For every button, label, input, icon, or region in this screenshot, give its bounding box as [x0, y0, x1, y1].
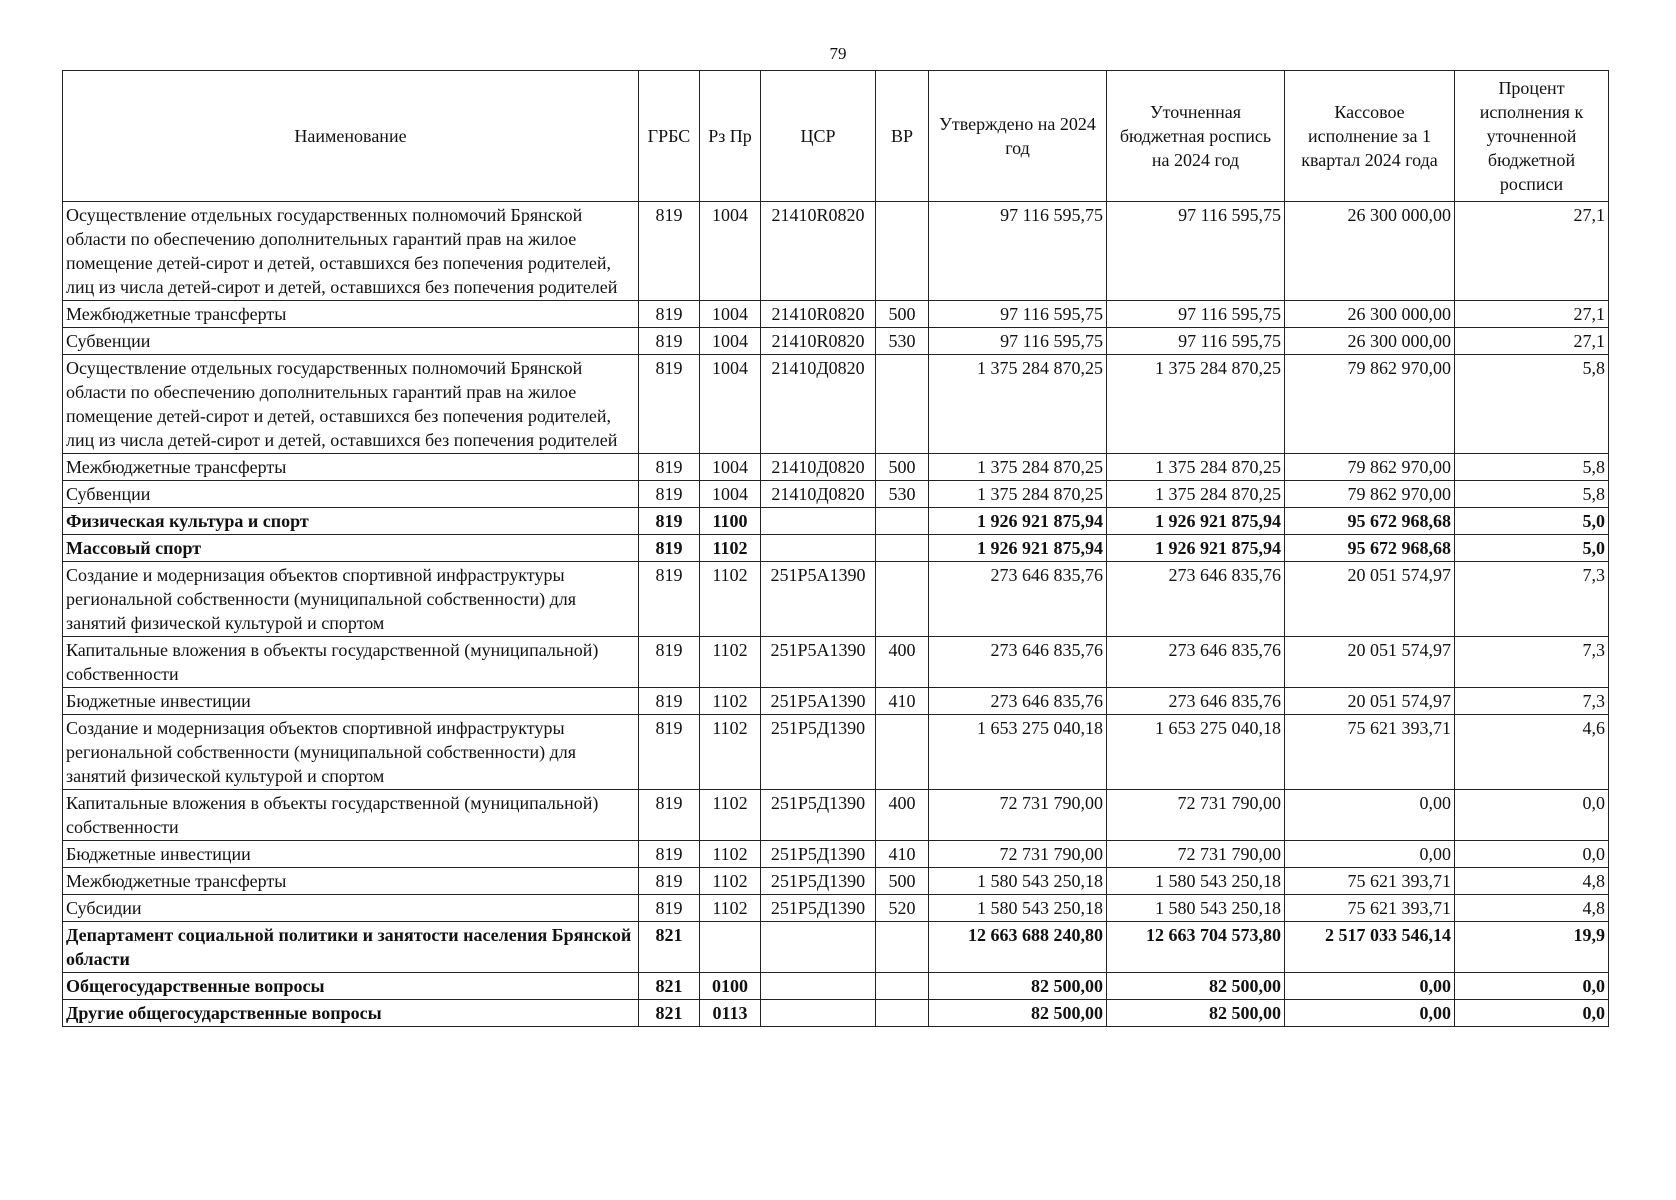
cell-rzpr: 1102	[700, 715, 761, 790]
cell-refined: 273 646 835,76	[1107, 688, 1285, 715]
cell-name: Департамент социальной политики и занятости населения Брянской области	[63, 922, 639, 973]
cell-vr: 520	[876, 895, 929, 922]
cell-csr: 21410Д0820	[761, 454, 876, 481]
cell-cash: 75 621 393,71	[1285, 715, 1455, 790]
header-rzpr: Рз Пр	[700, 71, 761, 202]
header-grbs: ГРБС	[639, 71, 700, 202]
cell-percent: 4,6	[1455, 715, 1609, 790]
table-row	[63, 355, 1609, 454]
cell-refined: 1 580 543 250,18	[1107, 895, 1285, 922]
cell-rzpr: 1100	[700, 508, 761, 535]
cell-csr	[761, 508, 876, 535]
cell-name: Общегосударственные вопросы	[63, 973, 639, 1000]
cell-csr: 21410R0820	[761, 328, 876, 355]
cell-rzpr: 1102	[700, 841, 761, 868]
cell-cash: 75 621 393,71	[1285, 895, 1455, 922]
cell-approved: 1 926 921 875,94	[929, 508, 1107, 535]
cell-cash: 20 051 574,97	[1285, 637, 1455, 688]
cell-cash: 0,00	[1285, 973, 1455, 1000]
cell-percent: 19,9	[1455, 922, 1609, 973]
header-vr: ВР	[876, 71, 929, 202]
header-csr: ЦСР	[761, 71, 876, 202]
cell-cash: 26 300 000,00	[1285, 301, 1455, 328]
cell-name: Межбюджетные трансферты	[63, 868, 639, 895]
cell-csr: 251P5Д1390	[761, 868, 876, 895]
cell-csr: 21410Д0820	[761, 481, 876, 508]
cell-grbs: 819	[639, 355, 700, 454]
cell-percent: 7,3	[1455, 637, 1609, 688]
cell-grbs: 821	[639, 973, 700, 1000]
cell-approved: 1 580 543 250,18	[929, 868, 1107, 895]
cell-cash: 0,00	[1285, 841, 1455, 868]
cell-refined: 1 375 284 870,25	[1107, 355, 1285, 454]
cell-refined: 12 663 704 573,80	[1107, 922, 1285, 973]
cell-vr	[876, 715, 929, 790]
cell-rzpr: 1102	[700, 562, 761, 637]
cell-refined: 1 580 543 250,18	[1107, 868, 1285, 895]
cell-percent: 7,3	[1455, 562, 1609, 637]
cell-cash: 95 672 968,68	[1285, 535, 1455, 562]
cell-percent: 27,1	[1455, 202, 1609, 301]
cell-vr: 400	[876, 637, 929, 688]
table-row	[63, 1000, 1609, 1027]
table-row	[63, 562, 1609, 637]
header-percent: Процент исполнения к уточненной бюджетной росписи	[1455, 71, 1609, 202]
cell-csr	[761, 922, 876, 973]
cell-csr: 251P5Д1390	[761, 841, 876, 868]
table-row	[63, 895, 1609, 922]
cell-grbs: 819	[639, 790, 700, 841]
cell-grbs: 819	[639, 508, 700, 535]
cell-refined: 72 731 790,00	[1107, 790, 1285, 841]
cell-approved: 273 646 835,76	[929, 562, 1107, 637]
cell-refined: 72 731 790,00	[1107, 841, 1285, 868]
cell-approved: 72 731 790,00	[929, 790, 1107, 841]
cell-csr	[761, 535, 876, 562]
cell-rzpr: 1102	[700, 535, 761, 562]
cell-refined: 97 116 595,75	[1107, 328, 1285, 355]
cell-percent: 0,0	[1455, 841, 1609, 868]
table-row	[63, 508, 1609, 535]
cell-approved: 12 663 688 240,80	[929, 922, 1107, 973]
table-row	[63, 202, 1609, 301]
cell-refined: 82 500,00	[1107, 973, 1285, 1000]
cell-vr	[876, 562, 929, 637]
cell-vr	[876, 535, 929, 562]
cell-csr: 21410R0820	[761, 301, 876, 328]
cell-percent: 7,3	[1455, 688, 1609, 715]
cell-refined: 82 500,00	[1107, 1000, 1285, 1027]
cell-cash: 26 300 000,00	[1285, 202, 1455, 301]
header-refined: Уточненная бюджетная роспись на 2024 год	[1107, 71, 1285, 202]
cell-name: Межбюджетные трансферты	[63, 454, 639, 481]
cell-refined: 97 116 595,75	[1107, 202, 1285, 301]
cell-name: Физическая культура и спорт	[63, 508, 639, 535]
cell-percent: 5,8	[1455, 355, 1609, 454]
cell-grbs: 819	[639, 715, 700, 790]
cell-cash: 79 862 970,00	[1285, 355, 1455, 454]
cell-rzpr: 1004	[700, 481, 761, 508]
cell-rzpr: 1102	[700, 637, 761, 688]
cell-csr: 251P5A1390	[761, 562, 876, 637]
cell-csr	[761, 973, 876, 1000]
cell-csr	[761, 1000, 876, 1027]
cell-refined: 1 375 284 870,25	[1107, 481, 1285, 508]
cell-vr: 410	[876, 841, 929, 868]
cell-percent: 27,1	[1455, 301, 1609, 328]
cell-approved: 273 646 835,76	[929, 688, 1107, 715]
table-row	[63, 973, 1609, 1000]
cell-name: Капитальные вложения в объекты государственной (муниципальной) собственности	[63, 637, 639, 688]
cell-rzpr: 1102	[700, 868, 761, 895]
cell-refined: 273 646 835,76	[1107, 637, 1285, 688]
cell-rzpr	[700, 922, 761, 973]
cell-grbs: 819	[639, 637, 700, 688]
cell-cash: 0,00	[1285, 790, 1455, 841]
cell-refined: 1 375 284 870,25	[1107, 454, 1285, 481]
cell-approved: 1 375 284 870,25	[929, 481, 1107, 508]
cell-percent: 27,1	[1455, 328, 1609, 355]
cell-refined: 97 116 595,75	[1107, 301, 1285, 328]
cell-percent: 4,8	[1455, 895, 1609, 922]
cell-approved: 97 116 595,75	[929, 301, 1107, 328]
cell-approved: 1 653 275 040,18	[929, 715, 1107, 790]
table-body	[63, 202, 1609, 1027]
table-row	[63, 841, 1609, 868]
cell-vr	[876, 508, 929, 535]
cell-approved: 82 500,00	[929, 973, 1107, 1000]
cell-approved: 1 375 284 870,25	[929, 454, 1107, 481]
cell-name: Межбюджетные трансферты	[63, 301, 639, 328]
header-row	[63, 71, 1609, 202]
table-row	[63, 454, 1609, 481]
cell-vr: 500	[876, 454, 929, 481]
cell-name: Субсидии	[63, 895, 639, 922]
cell-grbs: 819	[639, 481, 700, 508]
cell-csr: 251P5Д1390	[761, 790, 876, 841]
cell-vr: 410	[876, 688, 929, 715]
cell-percent: 4,8	[1455, 868, 1609, 895]
cell-rzpr: 1004	[700, 202, 761, 301]
cell-refined: 1 653 275 040,18	[1107, 715, 1285, 790]
cell-name: Создание и модернизация объектов спортивной инфраструктуры региональной собственности (муниципальной собственности) для занятий физической культурой и спортом	[63, 715, 639, 790]
cell-approved: 1 375 284 870,25	[929, 355, 1107, 454]
cell-vr	[876, 355, 929, 454]
cell-name: Создание и модернизация объектов спортивной инфраструктуры региональной собственности (муниципальной собственности) для занятий физической культурой и спортом	[63, 562, 639, 637]
cell-grbs: 821	[639, 1000, 700, 1027]
header-name: Наименование	[63, 71, 639, 202]
cell-vr	[876, 1000, 929, 1027]
cell-grbs: 819	[639, 688, 700, 715]
cell-name: Массовый спорт	[63, 535, 639, 562]
cell-csr: 21410Д0820	[761, 355, 876, 454]
cell-grbs: 821	[639, 922, 700, 973]
cell-name: Капитальные вложения в объекты государственной (муниципальной) собственности	[63, 790, 639, 841]
cell-grbs: 819	[639, 535, 700, 562]
cell-refined: 1 926 921 875,94	[1107, 535, 1285, 562]
cell-vr: 530	[876, 481, 929, 508]
cell-percent: 5,8	[1455, 481, 1609, 508]
table-row	[63, 715, 1609, 790]
cell-approved: 82 500,00	[929, 1000, 1107, 1027]
cell-approved: 72 731 790,00	[929, 841, 1107, 868]
cell-grbs: 819	[639, 328, 700, 355]
cell-vr: 400	[876, 790, 929, 841]
cell-cash: 2 517 033 546,14	[1285, 922, 1455, 973]
cell-approved: 97 116 595,75	[929, 202, 1107, 301]
cell-cash: 75 621 393,71	[1285, 868, 1455, 895]
cell-cash: 20 051 574,97	[1285, 562, 1455, 637]
cell-rzpr: 1004	[700, 301, 761, 328]
cell-vr: 500	[876, 868, 929, 895]
table-row	[63, 301, 1609, 328]
cell-cash: 26 300 000,00	[1285, 328, 1455, 355]
cell-refined: 273 646 835,76	[1107, 562, 1285, 637]
table-row	[63, 922, 1609, 973]
cell-percent: 0,0	[1455, 790, 1609, 841]
cell-grbs: 819	[639, 868, 700, 895]
table-row	[63, 535, 1609, 562]
cell-rzpr: 0100	[700, 973, 761, 1000]
cell-name: Осуществление отдельных государственных полномочий Брянской области по обеспечению дополнительных гарантий прав на жилое помещение детей-сирот и детей, оставшихся без попечения родителей, лиц из числа детей-сирот и детей, оставшихся без попечения родителей	[63, 202, 639, 301]
cell-cash: 20 051 574,97	[1285, 688, 1455, 715]
cell-rzpr: 1102	[700, 790, 761, 841]
cell-percent: 0,0	[1455, 973, 1609, 1000]
header-approved: Утверждено на 2024 год	[929, 71, 1107, 202]
table-row	[63, 688, 1609, 715]
cell-csr: 21410R0820	[761, 202, 876, 301]
cell-grbs: 819	[639, 202, 700, 301]
cell-grbs: 819	[639, 562, 700, 637]
cell-grbs: 819	[639, 895, 700, 922]
cell-name: Субвенции	[63, 328, 639, 355]
cell-grbs: 819	[639, 841, 700, 868]
cell-approved: 97 116 595,75	[929, 328, 1107, 355]
cell-vr: 530	[876, 328, 929, 355]
table-row	[63, 328, 1609, 355]
cell-approved: 1 580 543 250,18	[929, 895, 1107, 922]
page-number: 79	[829, 44, 847, 63]
cell-rzpr: 1004	[700, 454, 761, 481]
cell-vr	[876, 922, 929, 973]
budget-table	[62, 70, 1609, 1027]
table-row	[63, 481, 1609, 508]
cell-csr: 251P5A1390	[761, 637, 876, 688]
cell-refined: 1 926 921 875,94	[1107, 508, 1285, 535]
cell-name: Другие общегосударственные вопросы	[63, 1000, 639, 1027]
cell-cash: 79 862 970,00	[1285, 481, 1455, 508]
cell-vr	[876, 973, 929, 1000]
cell-vr	[876, 202, 929, 301]
cell-name: Бюджетные инвестиции	[63, 841, 639, 868]
table-row	[63, 790, 1609, 841]
cell-name: Бюджетные инвестиции	[63, 688, 639, 715]
cell-approved: 1 926 921 875,94	[929, 535, 1107, 562]
cell-vr: 500	[876, 301, 929, 328]
cell-csr: 251P5A1390	[761, 688, 876, 715]
cell-grbs: 819	[639, 454, 700, 481]
cell-rzpr: 1102	[700, 895, 761, 922]
cell-rzpr: 0113	[700, 1000, 761, 1027]
table-row	[63, 868, 1609, 895]
cell-rzpr: 1004	[700, 328, 761, 355]
cell-rzpr: 1102	[700, 688, 761, 715]
cell-csr: 251P5Д1390	[761, 715, 876, 790]
cell-percent: 5,0	[1455, 535, 1609, 562]
cell-grbs: 819	[639, 301, 700, 328]
cell-approved: 273 646 835,76	[929, 637, 1107, 688]
cell-name: Осуществление отдельных государственных полномочий Брянской области по обеспечению дополнительных гарантий прав на жилое помещение детей-сирот и детей, оставшихся без попечения родителей, лиц из числа детей-сирот и детей, оставшихся без попечения родителей	[63, 355, 639, 454]
cell-cash: 95 672 968,68	[1285, 508, 1455, 535]
cell-percent: 5,0	[1455, 508, 1609, 535]
header-cash: Кассовое исполнение за 1 квартал 2024 года	[1285, 71, 1455, 202]
cell-name: Субвенции	[63, 481, 639, 508]
cell-cash: 79 862 970,00	[1285, 454, 1455, 481]
cell-percent: 0,0	[1455, 1000, 1609, 1027]
cell-csr: 251P5Д1390	[761, 895, 876, 922]
cell-cash: 0,00	[1285, 1000, 1455, 1027]
table-row	[63, 637, 1609, 688]
cell-rzpr: 1004	[700, 355, 761, 454]
cell-percent: 5,8	[1455, 454, 1609, 481]
